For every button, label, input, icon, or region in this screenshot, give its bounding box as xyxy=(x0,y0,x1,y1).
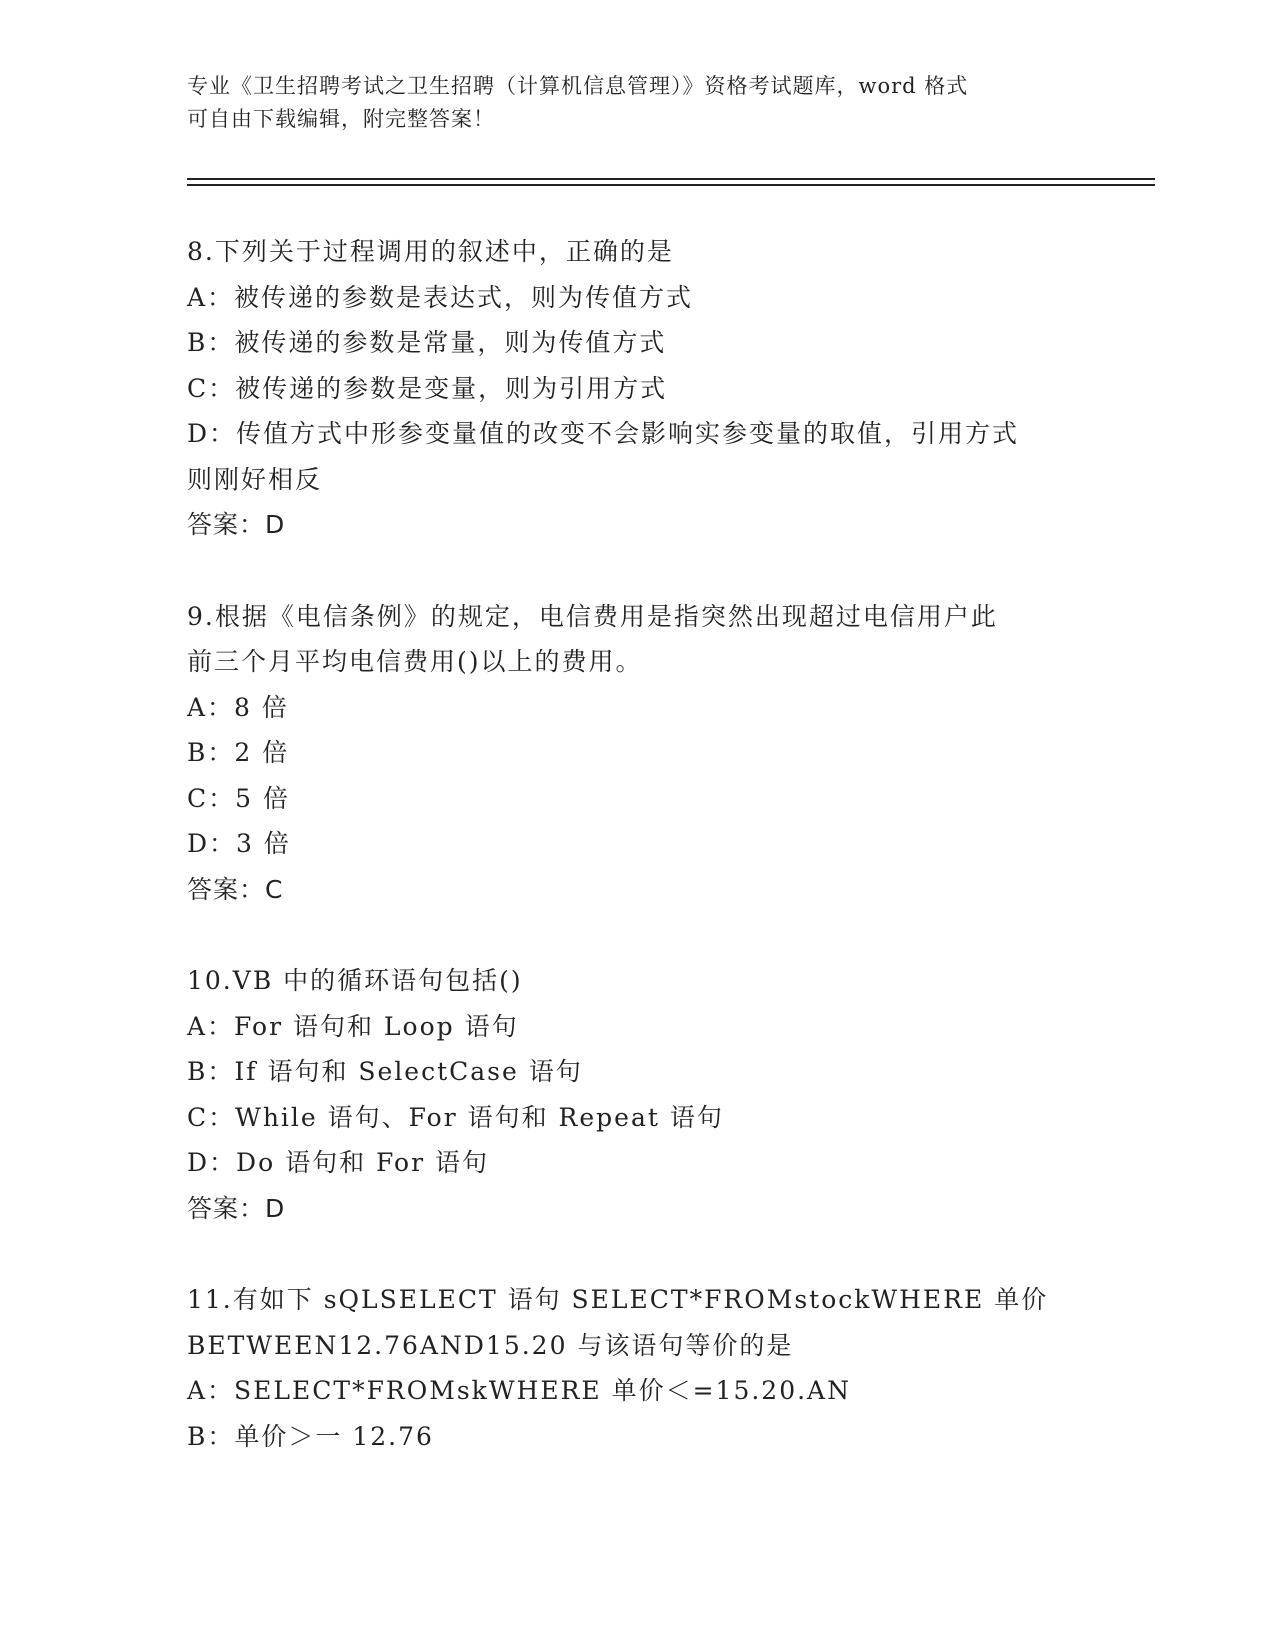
option-b: B：2 倍 xyxy=(187,738,290,767)
question-stem-continued: BETWEEN12.76AND15.20 与该语句等价的是 xyxy=(187,1330,794,1360)
document-header xyxy=(187,70,1087,136)
answer: 答案：C xyxy=(187,874,284,904)
question-stem-continued: 前三个月平均电信费用()以上的费用。 xyxy=(187,647,643,676)
option-c: C：While 语句、For 语句和 Repeat 语句 xyxy=(187,1102,724,1132)
question-10 xyxy=(187,958,1087,1231)
option-a: A：被传递的参数是表达式，则为传值方式 xyxy=(187,282,694,312)
question-stem: 8.下列关于过程调用的叙述中，正确的是 xyxy=(187,237,674,266)
option-c: C：被传递的参数是变量，则为引用方式 xyxy=(187,373,668,403)
question-8 xyxy=(187,229,1087,548)
answer: 答案：D xyxy=(187,510,286,539)
question-9 xyxy=(187,594,1087,913)
header-line-2: 可自由下载编辑，附完整答案！ xyxy=(187,107,495,131)
option-b: B：被传递的参数是常量，则为传值方式 xyxy=(187,328,667,357)
option-d: D：传值方式中形参变量值的改变不会影响实参变量的取值，引用方式 xyxy=(187,419,1020,448)
question-list xyxy=(187,229,1087,1505)
option-d: D：3 倍 xyxy=(187,829,291,858)
header-line-1: 专业《卫生招聘考试之卫生招聘（计算机信息管理）》资格考试题库，word 格式 xyxy=(187,74,969,98)
question-11 xyxy=(187,1277,1087,1459)
option-d-continued: 则刚好相反 xyxy=(187,464,323,494)
option-d: D：Do 语句和 For 语句 xyxy=(187,1148,489,1177)
question-stem: 11.有如下 sQLSELECT 语句 SELECT*FROMstockWHERE 单价 xyxy=(187,1285,1049,1314)
option-b: B：If 语句和 SelectCase 语句 xyxy=(187,1057,583,1086)
option-b: B：单价＞一 12.76 xyxy=(187,1421,434,1451)
option-a: A：For 语句和 Loop 语句 xyxy=(187,1011,519,1041)
option-a: A：8 倍 xyxy=(187,692,289,722)
option-a: A：SELECT*FROMskWHERE 单价＜=15.20.AN xyxy=(187,1376,851,1405)
question-stem: 10.VB 中的循环语句包括() xyxy=(187,966,523,995)
answer: 答案：D xyxy=(187,1193,286,1223)
option-c: C：5 倍 xyxy=(187,783,290,813)
question-stem: 9.根据《电信条例》的规定，电信费用是指突然出现超过电信用户此 xyxy=(187,601,998,631)
header-divider-top xyxy=(187,178,1155,180)
header-divider-bottom xyxy=(187,184,1155,186)
